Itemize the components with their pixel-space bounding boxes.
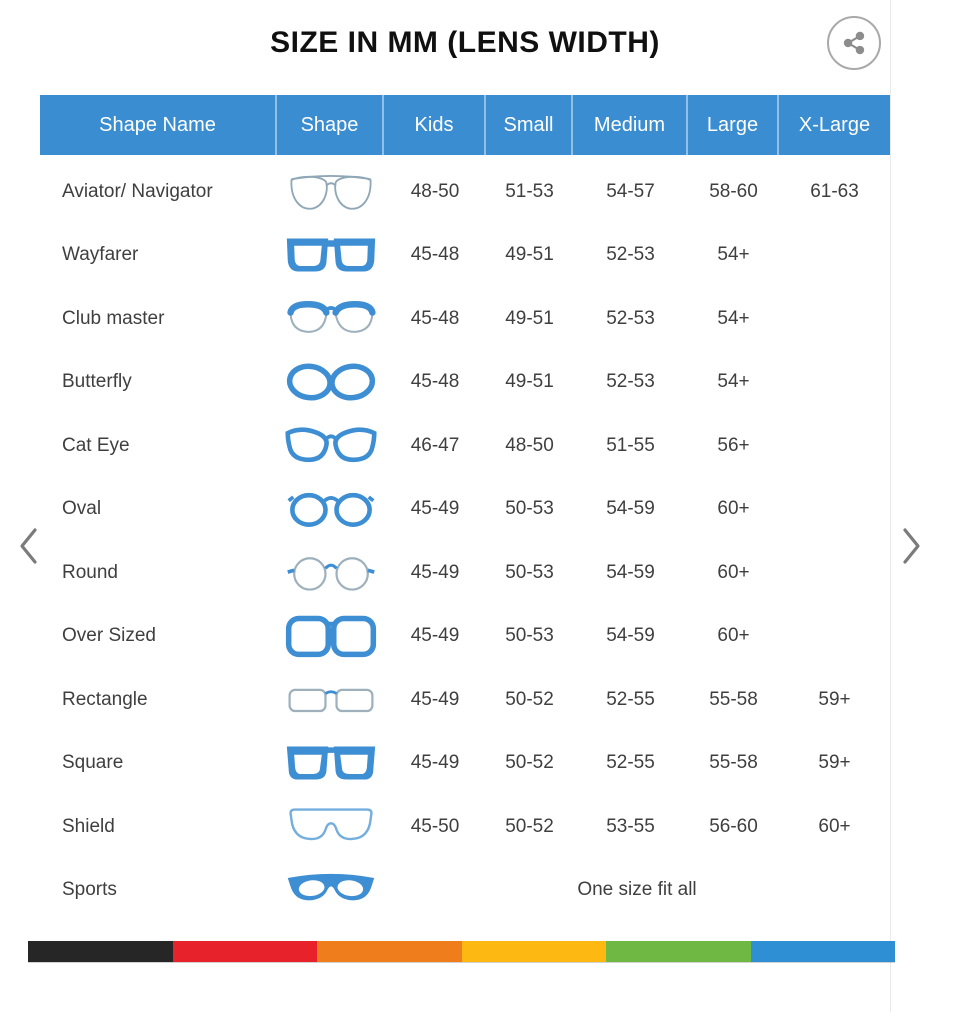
shape-name: Sports [62,879,117,901]
shape-name: Club master [62,307,165,329]
size-large: 56-60 [709,815,758,837]
shape-name: Oval [62,498,102,520]
shape-name: Over Sized [62,625,156,647]
shape-icon-cell [277,295,384,343]
size-kids: 45-49 [410,752,460,774]
shape-name: Rectangle [62,688,148,710]
wayfarer-glasses-icon [285,231,377,279]
page-title: SIZE IN MM (LENS WIDTH) [270,26,660,59]
stripe-segment-yellow [462,941,607,962]
size-small: 50-52 [505,752,554,774]
shape-name: Square [62,752,124,774]
table-row-cateye [40,414,890,478]
size-small: 51-53 [505,180,554,202]
size-kids: 45-49 [410,498,460,520]
table-row-wayfarer [40,224,890,288]
size-kids: 46-47 [410,434,460,456]
size-kids: 45-49 [410,561,460,583]
col-header-large: Large [688,95,779,155]
table-row-round [40,541,890,605]
col-header-xlarge: X-Large [798,113,871,136]
chevron-right-icon [898,524,924,568]
size-kids: 45-48 [410,244,460,266]
size-medium: 53-55 [606,815,655,837]
size-small: 49-51 [505,371,554,393]
shape-icon-cell [277,485,384,533]
size-large: 55-58 [709,752,758,774]
size-large: 54+ [717,307,750,329]
one-size-note: One size fit all [577,879,697,901]
size-xlarge: 59+ [818,752,851,774]
shape-name: Round [62,561,118,583]
table-body [40,160,890,922]
size-large: 60+ [717,625,750,647]
size-large: 54+ [717,371,750,393]
size-medium: 52-55 [606,688,655,710]
share-button[interactable] [827,16,881,70]
size-large: 58-60 [709,180,758,202]
table-row-square [40,732,890,796]
size-small: 50-53 [505,561,554,583]
table-row-sports [40,859,890,923]
table-row-oval [40,478,890,542]
sports-glasses-icon [285,866,377,914]
brand-color-stripe [28,941,895,962]
size-small: 50-52 [505,815,554,837]
size-xlarge: 60+ [818,815,851,837]
table-row-oversized [40,605,890,669]
table-row-butterfly [40,351,890,415]
shape-icon-cell [277,803,384,851]
shape-name: Cat Eye [62,434,130,456]
size-large: 56+ [717,434,750,456]
stripe-segment-black [28,941,173,962]
slide-edge-divider [890,0,891,1012]
size-kids: 45-48 [410,371,460,393]
col-header-shape: Shape [277,95,384,155]
size-small: 49-51 [505,307,554,329]
size-table [40,95,890,922]
table-row-rectangle [40,668,890,732]
rectangle-glasses-icon [285,676,377,724]
size-small: 48-50 [505,434,554,456]
size-medium: 54-59 [606,625,655,647]
shape-name: Wayfarer [62,244,139,266]
oval-glasses-icon [285,485,377,533]
size-medium: 52-53 [606,371,655,393]
share-icon [841,30,867,56]
shape-name: Butterfly [62,371,132,393]
col-header-medium: Medium [573,95,688,155]
size-large: 54+ [717,244,750,266]
size-medium: 51-55 [606,434,655,456]
size-kids: 48-50 [410,180,460,202]
size-medium: 52-53 [606,307,655,329]
size-large: 60+ [717,561,750,583]
carousel-next-button[interactable] [894,520,928,572]
oversized-glasses-icon [285,612,377,660]
clubmaster-glasses-icon [285,295,377,343]
carousel-prev-button[interactable] [12,520,46,572]
col-header-small: Small [486,95,573,155]
size-xlarge: 61-63 [810,180,859,202]
shape-icon-cell [277,739,384,787]
round-glasses-icon [285,549,377,597]
shape-icon-cell [277,549,384,597]
size-kids: 45-49 [410,625,460,647]
stripe-segment-red [173,941,318,962]
shape-name: Shield [62,815,115,837]
table-header-row [40,95,890,155]
butterfly-glasses-icon [285,358,377,406]
cateye-glasses-icon [285,422,377,470]
size-small: 50-52 [505,688,554,710]
shape-icon-cell [277,422,384,470]
chevron-left-icon [16,524,42,568]
size-medium: 54-57 [606,180,655,202]
shape-icon-cell [277,676,384,724]
size-medium: 52-55 [606,752,655,774]
shape-icon-cell [277,168,384,216]
col-header-kids: Kids [384,95,486,155]
aviator-glasses-icon [285,168,377,216]
size-large: 55-58 [709,688,758,710]
square-glasses-icon [285,739,377,787]
shield-glasses-icon [285,803,377,851]
table-row-shield [40,795,890,859]
size-large: 60+ [717,498,750,520]
table-row-clubmaster [40,287,890,351]
size-kids: 45-50 [410,815,460,837]
shape-icon-cell [277,358,384,406]
stripe-segment-green [606,941,751,962]
stripe-segment-blue [751,941,896,962]
size-medium: 54-59 [606,561,655,583]
table-row-aviator [40,160,890,224]
size-kids: 45-48 [410,307,460,329]
shape-icon-cell [277,612,384,660]
size-small: 50-53 [505,498,554,520]
size-kids: 45-49 [410,688,460,710]
col-header-shape-name: Shape Name [40,95,277,155]
shape-icon-cell [277,231,384,279]
size-small: 50-53 [505,625,554,647]
size-small: 49-51 [505,244,554,266]
size-medium: 54-59 [606,498,655,520]
shape-icon-cell [277,866,384,914]
size-medium: 52-53 [606,244,655,266]
shape-name: Aviator/ Navigator [62,180,213,202]
size-xlarge: 59+ [818,688,851,710]
stripe-segment-orange [317,941,462,962]
